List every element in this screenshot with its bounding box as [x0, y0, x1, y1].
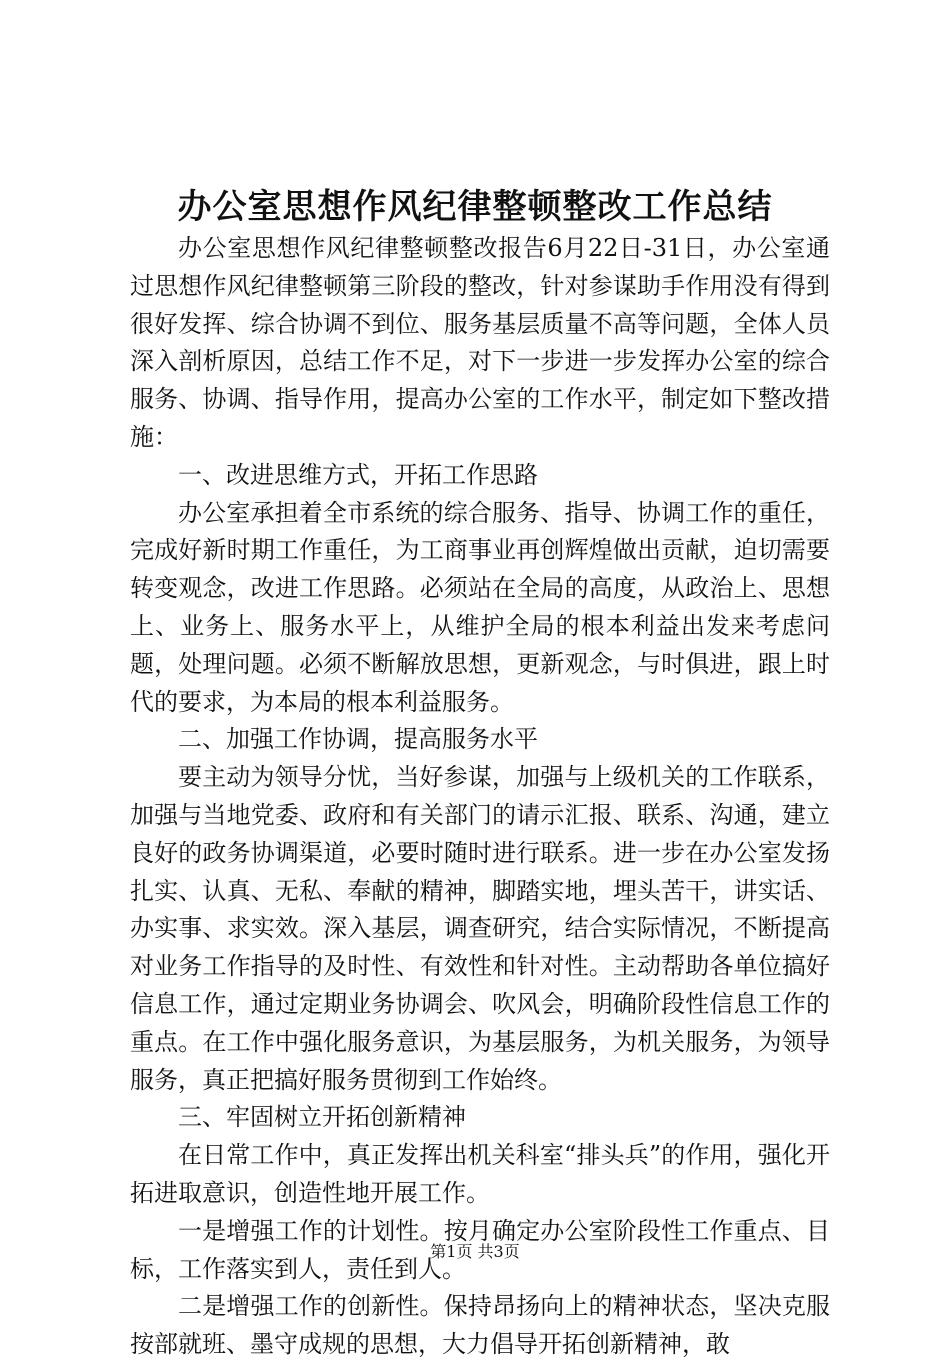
paragraph: 一是增强工作的计划性。按月确定办公室阶段性工作重点、目标，工作落实到人，责任到人。: [130, 1216, 830, 1283]
paragraph: 在日常工作中，真正发挥出机关科室“排头兵”的作用，强化开拓进取意识，创造性地开展工作。: [130, 1141, 830, 1207]
paragraph: 办公室承担着全市系统的综合服务、指导、协调工作的重任，完成好新时期工作重任，为工商事业再创辉煌做出贡献，迫切需要转变观念，改进工作思路。必须站在全局的高度，从政治上、思想上、业务上、服务水平上，从维护全局的根本利益出发来考虑问题，处理问题。必须不断解放思想，更新观念，与时俱进，跟上时代的要求，为本局的根本利益服务。: [130, 498, 830, 716]
section-heading: 二、加强工作协调，提高服务水平: [178, 725, 538, 754]
document-title: 办公室思想作风纪律整顿整改工作总结: [177, 187, 773, 227]
page-footer: 第1页 共3页: [430, 1242, 520, 1261]
section-heading: 一、改进思维方式，开拓工作思路: [178, 460, 538, 489]
paragraph: 二是增强工作的创新性。保持昂扬向上的精神状态，坚决克服按部就班、墨守成规的思想，大力倡导开拓创新精神，敢: [130, 1292, 830, 1359]
paragraph: 要主动为领导分忧，当好参谋，加强与上级机关的工作联系，加强与当地党委、政府和有关部门的请示汇报、联系、沟通，建立良好的政务协调渠道，必要时随时进行联系。进一步在办公室发扬扎实、认真、无私、奉献的精神，脚踏实地，埋头苦干，讲实话、办实事、求实效。深入基层，调查研究，结合实际情况，不断提高对业务工作指导的及时性、有效性和针对性。主动帮助各单位搞好信息工作，通过定期业务协调会、吹风会，明确阶段性信息工作的重点。在工作中强化服务意识，为基层服务，为机关服务，为领导服务，真正把搞好服务贯彻到工作始终。: [130, 763, 830, 1094]
section-heading: 三、牢固树立开拓创新精神: [178, 1103, 466, 1132]
document-body: [130, 230, 830, 1364]
paragraph: 办公室思想作风纪律整顿整改报告6月22日-31日，办公室通过思想作风纪律整顿第三阶段的整改，针对参谋助手作用没有得到很好发挥、综合协调不到位、服务基层质量不高等问题，全体人员深入剖析原因，总结工作不足，对下一步进一步发挥办公室的综合服务、协调、指导作用，提高办公室的工作水平，制定如下整改措施：: [130, 234, 830, 451]
